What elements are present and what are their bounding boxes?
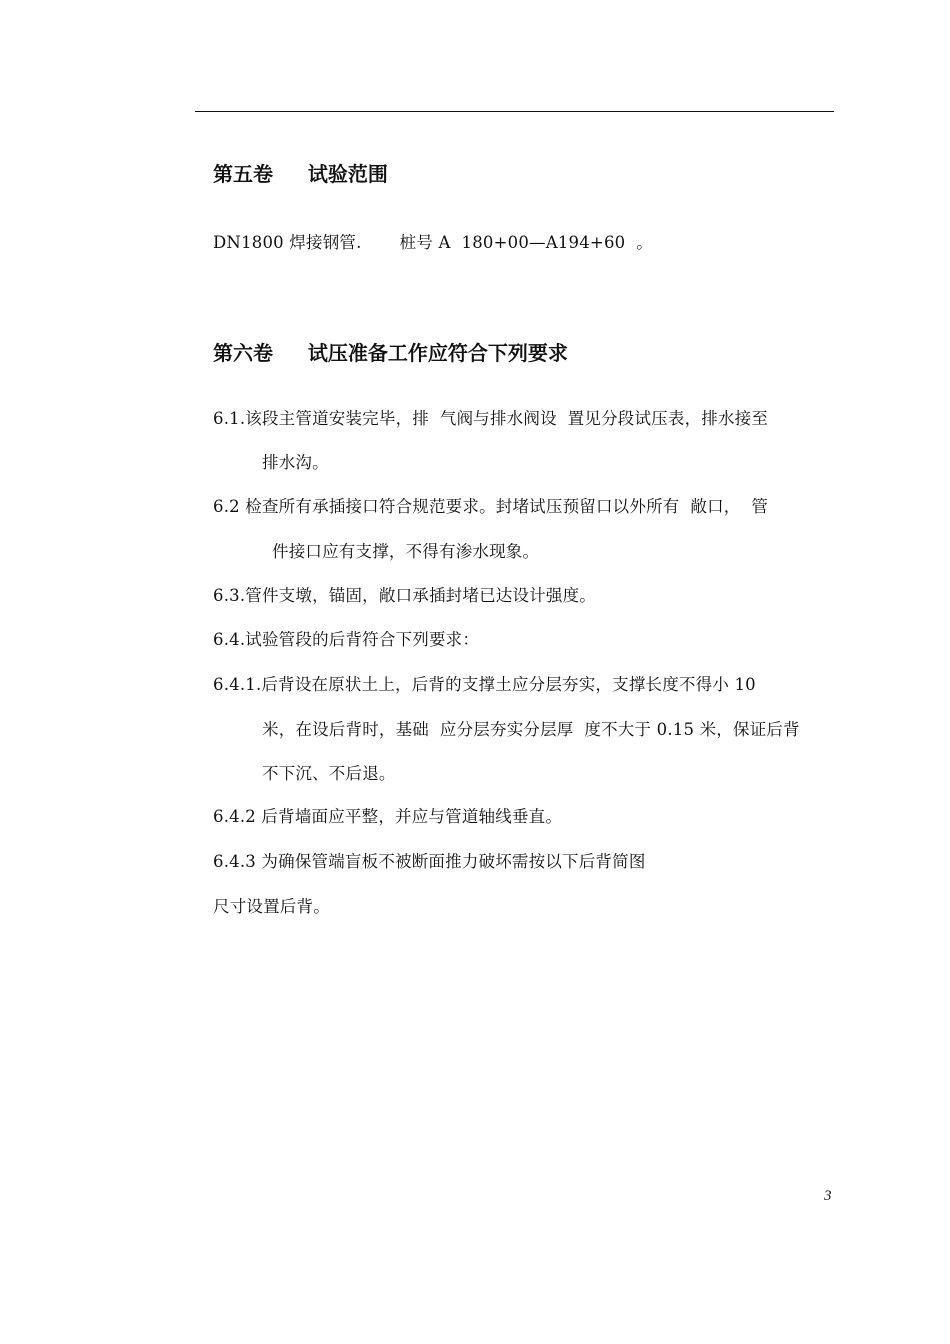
paragraph-line: 6.4.1.后背设在原状土上，后背的支撑土应分层夯实，支撑长度不得小 10 [213, 675, 756, 694]
section5-text: DN1800 焊接钢管. 桩号 A 180+00—A194+60 。 [213, 233, 653, 252]
paragraph-line: 尺寸设置后背。 [213, 897, 330, 916]
paragraph-line: 不下沉、不后退。 [262, 764, 396, 783]
paragraph-line: 排水沟。 [262, 453, 329, 472]
page-number: 3 [824, 1188, 832, 1204]
header-rule [195, 111, 834, 112]
paragraph-line: 6.4.3 为确保管端盲板不被断面推力破坏需按以下后背简图 [213, 852, 646, 871]
paragraph-line: 6.4.2 后背墙面应平整，并应与管道轴线垂直。 [213, 807, 563, 826]
section6-title: 第六卷 试压准备工作应符合下列要求 [213, 341, 568, 365]
paragraph-line: 6.4.试验管段的后背符合下列要求： [213, 630, 480, 649]
paragraph-line: 6.3.管件支墩，锚固，敞口承插封堵已达设计强度。 [213, 586, 596, 605]
section5-title: 第五卷 试验范围 [213, 162, 388, 186]
paragraph-line: 6.2 检查所有承插接口符合规范要求。封堵试压预留口以外所有 敞口， 管 [213, 497, 769, 516]
paragraph-line: 米，在设后背时，基础 应分层夯实分层厚 度不大于 0.15 米，保证后背 [262, 720, 800, 739]
paragraph-line: 件接口应有支撑，不得有渗水现象。 [272, 542, 540, 561]
paragraph-line: 6.1.该段主管道安装完毕，排 气阀与排水阀设 置见分段试压表，排水接至 [213, 409, 769, 428]
